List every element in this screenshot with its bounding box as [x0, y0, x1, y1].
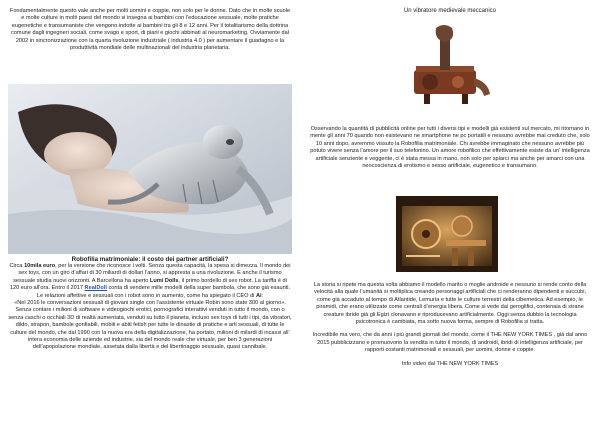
ai-bold: Ai: [255, 292, 262, 299]
text-span: , per la versione che riconosce i volti. Senza questa capacità, la spesa si dimezza. Il mondo dei sex toys, con un giro d’affari di 30 miliardi di dollari l’anno, si appresta a una rivoluzione. E anche il turismo sessuale studia nuovi orizzonti. A Barcellona ha aperto: [13, 263, 291, 284]
video-info: Info video dal THE NEW YORK TIMES: [401, 360, 499, 367]
medieval-vibrator-image: [396, 20, 496, 116]
vibrator-illustration: [396, 20, 496, 116]
paragraph-price: [8, 263, 292, 300]
paragraph-software: «Nel 2016 le conversazioni sessuali di giovani single con l’assistente virtuale Robin sono state 300 al giorno». Senza contare i milioni di software e videogiochi erotici, pornografici interattivi venduti in tutto il mondo, con o senza caschi o occhiali 3D di realtà aumentata, venduti su tutto il pianeta, incluso sex toys di tutti i tipi, da vibratori, dildo, strapon, bambole gonfiabili, mobili e abiti fetish per tutte le dinastie di pratiche e arti sessuali, di tutte le culture del mondo, che dal 1990 con la nuova era della digitalizzazione, ha portato, milioni di milardi di incassi all’ intera economia delle aziende ed industrie, sia del mondo reale che virtuale, per ben 3 generazioni dell’apopolazione mondiale, assetata dalla libertà e del libertinaggio sessuale, quasi cannibale.: [8, 300, 292, 351]
realdoll-link[interactable]: RealDoll: [84, 285, 107, 292]
right-page: [300, 0, 600, 424]
text-span: conta di vendere mille modelli della super bambola, che sono già esauriti. Le relazioni affettive e sessuali con i robot sono in aumento, come ha spiegato il CEO di: [36, 285, 291, 299]
woman-robot-photo: [8, 84, 292, 254]
woman-robot-illustration: [8, 84, 292, 254]
steampunk-machine-image: [396, 196, 498, 272]
paragraph-advertising: Osservando la quantità di pubblicità online per tutti i diversi tipi e modelli già esistenti sul mercato, mi ritornano in mente gli anni 70 quando non esistevano ne smartphone ne pc portatili e nessuno avrebbe mai creduto che, solo 10 anni dopo, avremmo vissuto la Robofilia matrimoniale. Chi avrebbe immaginato che nessuno avrebbe più potuto vivere senza l’amore per il suo telefonino. Un amore robofilico che effettivamente esiste da un’ intelligenza artificiale senziente e veggente, ci è stata messa in mano, non solo per spiarci ma anche per amarci con una neocoscienza di erotismo e sesso artificiale, eugenetico e transumano.: [310, 126, 590, 170]
text-span: :: [261, 292, 264, 299]
intro-paragraph: Fondamentalmente questo vale anche per molti uomini e coppie, non solo per le donne. Dato che in molte scuole e molte culture in molti paesi del mondo si insegna ai bambini con l’educazione sessuale, molte pratiche eugenetiche e transumaniste che vengono indotte ai bambini tra gli 8 e 12 anni. Per il totalitarismo della dottrina comune dagli ingegneri sociali, come svago e sport, di piani e giochi abbinati al neuromarketing. Ovviamente dal 2002 in sincronizzazione con la quarta rivoluzione industriale ( industria 4.0 ) per aumentare il guadagno e la produttività mondiale delle multinazionali del industria planetaria.: [9, 8, 291, 52]
text-span: , il primo bordello di sex robot. La tariffa è di 120 euro all’ora. Entro il 2017: [9, 277, 287, 292]
paragraph-history: La storia si ripete ma questa volta abbiamo il modello marito o moglie androide e nessuno si rende conto della velocità alla quale l’umanità si moltiplica creando personaggi artificiali che ci renderanno dipendenti e succubi, come già accaduto al tempo di Atlantide, Lemuria e tutte le culture terrestri della cibernetica. Ad esempio, le piramidi, che erano utilizzate come centrali d’energia libera. Come si vede dai geroglifici, contenaia di strane creature ibride già gli Egizi clonavano e riproducevano artificialmente. Oggi senza dubbio la tecnologia psicotronica è cambiata, ma sotto nuova forma, sempre di Robofilia si tratta.: [313, 282, 587, 326]
vibrator-caption: Un vibratore medievale meccanico: [403, 8, 497, 14]
section-heading: Robofilia matrimoniale: il costo dei partner artificiali?: [71, 256, 229, 263]
price-bold: 10mila euro: [24, 263, 56, 269]
paragraph-newspapers: Incredibile ma vero, che da anni i più grandi giornali del mondo, come il THE NEW YORK TIMES , già dal anno 2015 pubblicizzano e promuovono la vendita in tutto il mondo, di androidi, ibridi di intelligenza artificiale, per rapporti costanti matrimoniali e sessuali, per uomini, donne e coppie.: [312, 332, 588, 354]
steampunk-illustration: [396, 196, 498, 272]
text-span: Circa: [9, 263, 25, 269]
lumi-dolls-bold: Lumi Dolls: [149, 277, 179, 284]
